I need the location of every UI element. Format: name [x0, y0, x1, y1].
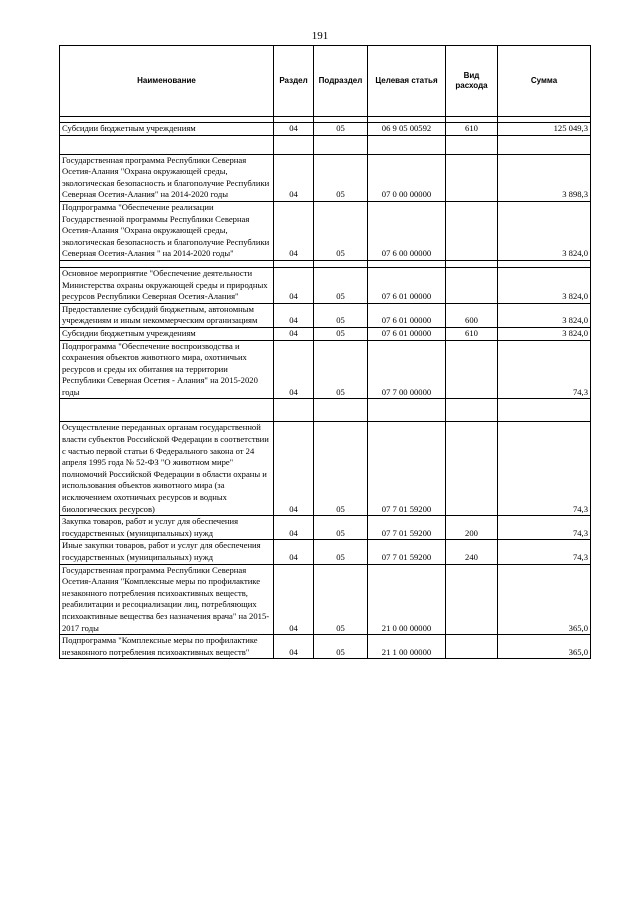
table-row [60, 154, 591, 201]
row-section: 04 [274, 340, 314, 399]
row-type: 610 [446, 123, 498, 136]
row-target: 07 6 00 00000 [368, 201, 446, 260]
row-section: 04 [274, 635, 314, 659]
row-amount: 3 824,0 [498, 303, 591, 327]
row-section: 04 [274, 303, 314, 327]
row-amount: 74,3 [498, 540, 591, 564]
table-row [60, 540, 591, 564]
row-target: 07 0 00 00000 [368, 154, 446, 201]
table-row [60, 564, 591, 635]
row-section: 04 [274, 540, 314, 564]
row-target: 07 6 01 00000 [368, 303, 446, 327]
row-name: Подпрограмма "Комплексные меры по профилактике незаконного потребления психоактивных веществ" [60, 635, 274, 659]
budget-table [59, 45, 591, 659]
table-row [60, 422, 591, 516]
row-target: 21 1 00 00000 [368, 635, 446, 659]
row-section: 04 [274, 422, 314, 516]
row-amount: 365,0 [498, 635, 591, 659]
row-type: 600 [446, 303, 498, 327]
row-name: Подпрограмма "Обеспечение воспроизводства и сохранения объектов животного мира, охотничьих ресурсов и среды их обитания на территории Республики Северная Осетия - Алания" на 2015-2020 годы [60, 340, 274, 399]
spacer-row [60, 135, 591, 154]
row-type [446, 267, 498, 303]
header-type: Вид расхода [446, 46, 498, 117]
row-name: Субсидии бюджетным учреждениям [60, 123, 274, 136]
row-type [446, 340, 498, 399]
row-target: 07 6 01 00000 [368, 327, 446, 340]
header-target: Целевая статья [368, 46, 446, 117]
row-type [446, 154, 498, 201]
header-name: Наименование [60, 46, 274, 117]
row-type [446, 564, 498, 635]
table-header-row [60, 46, 591, 117]
row-type [446, 635, 498, 659]
row-section: 04 [274, 564, 314, 635]
row-name: Субсидии бюджетным учреждениям [60, 327, 274, 340]
spacer-row [60, 399, 591, 422]
header-section: Раздел [274, 46, 314, 117]
row-target: 07 7 01 59200 [368, 540, 446, 564]
row-name: Иные закупки товаров, работ и услуг для обеспечения государственных (муниципальных) нужд [60, 540, 274, 564]
row-subsection: 05 [314, 635, 368, 659]
row-subsection: 05 [314, 564, 368, 635]
row-target: 07 7 01 59200 [368, 516, 446, 540]
row-subsection: 05 [314, 422, 368, 516]
table-row [60, 327, 591, 340]
table-row [60, 340, 591, 399]
page-number: 191 [311, 30, 329, 42]
row-amount: 3 824,0 [498, 327, 591, 340]
row-target: 07 7 00 00000 [368, 340, 446, 399]
header-subsection: Подраздел [314, 46, 368, 117]
row-subsection: 05 [314, 303, 368, 327]
table-row [60, 267, 591, 303]
row-target: 21 0 00 00000 [368, 564, 446, 635]
row-section: 04 [274, 201, 314, 260]
table-row [60, 123, 591, 136]
row-section: 04 [274, 267, 314, 303]
row-subsection: 05 [314, 516, 368, 540]
row-name: Предоставление субсидий бюджетным, автономным учреждениям и иным некоммерческим организациям [60, 303, 274, 327]
row-name: Государственная программа Республики Северная Осетия-Алания "Комплексные меры по профилактике незаконного потребления психоактивных веществ, реабилитации и ресоциализации лиц, потребляющих психоактивные вещества без назначения врача" на 2015-2017 годы [60, 564, 274, 635]
row-name: Подпрограмма "Обеспечение реализации Государственной программы Республики Северная Осетия-Алания "Охрана окружающей среды, экологическая безопасность и благополучие Республики Северная Осетия-Алания " на 2014-2020 годы" [60, 201, 274, 260]
row-section: 04 [274, 327, 314, 340]
row-amount: 3 824,0 [498, 201, 591, 260]
row-type [446, 422, 498, 516]
row-target: 07 7 01 59200 [368, 422, 446, 516]
row-name: Осуществление переданных органам государственной власти субъектов Российской Федерации в соответствии с частью первой статьи 6 Федерального закона от 24 апреля 1995 года № 52-ФЗ "О животном мире" полномочий Российской Федерации в области охраны и использования объектов животного мира (за исключением охотничьих ресурсов и водных биологических ресурсов) [60, 422, 274, 516]
table-row [60, 516, 591, 540]
row-amount: 3 824,0 [498, 267, 591, 303]
table-row [60, 303, 591, 327]
row-name: Основное мероприятие "Обеспечение деятельности Министерства охраны окружающей среды и природных ресурсов Республики Северная Осетия-Алания" [60, 267, 274, 303]
row-target: 07 6 01 00000 [368, 267, 446, 303]
row-subsection: 05 [314, 340, 368, 399]
table-row [60, 635, 591, 659]
row-subsection: 05 [314, 201, 368, 260]
row-amount: 365,0 [498, 564, 591, 635]
row-name: Государственная программа Республики Северная Осетия-Алания "Охрана окружающей среды, экологическая безопасность и благополучие Республики Северная Осетия-Алания" на 2014-2020 годы [60, 154, 274, 201]
row-type: 610 [446, 327, 498, 340]
row-section: 04 [274, 154, 314, 201]
spacer-row [60, 260, 591, 267]
row-subsection: 05 [314, 267, 368, 303]
row-amount: 3 898,3 [498, 154, 591, 201]
header-amount: Сумма [498, 46, 591, 117]
row-name: Закупка товаров, работ и услуг для обеспечения государственных (муниципальных) нужд [60, 516, 274, 540]
table-row [60, 201, 591, 260]
row-type: 200 [446, 516, 498, 540]
row-amount: 125 049,3 [498, 123, 591, 136]
row-type [446, 201, 498, 260]
row-section: 04 [274, 123, 314, 136]
row-amount: 74,3 [498, 516, 591, 540]
row-amount: 74,3 [498, 340, 591, 399]
row-type: 240 [446, 540, 498, 564]
row-amount: 74,3 [498, 422, 591, 516]
row-subsection: 05 [314, 154, 368, 201]
row-target: 06 9 05 00592 [368, 123, 446, 136]
row-subsection: 05 [314, 540, 368, 564]
row-subsection: 05 [314, 327, 368, 340]
row-section: 04 [274, 516, 314, 540]
row-subsection: 05 [314, 123, 368, 136]
